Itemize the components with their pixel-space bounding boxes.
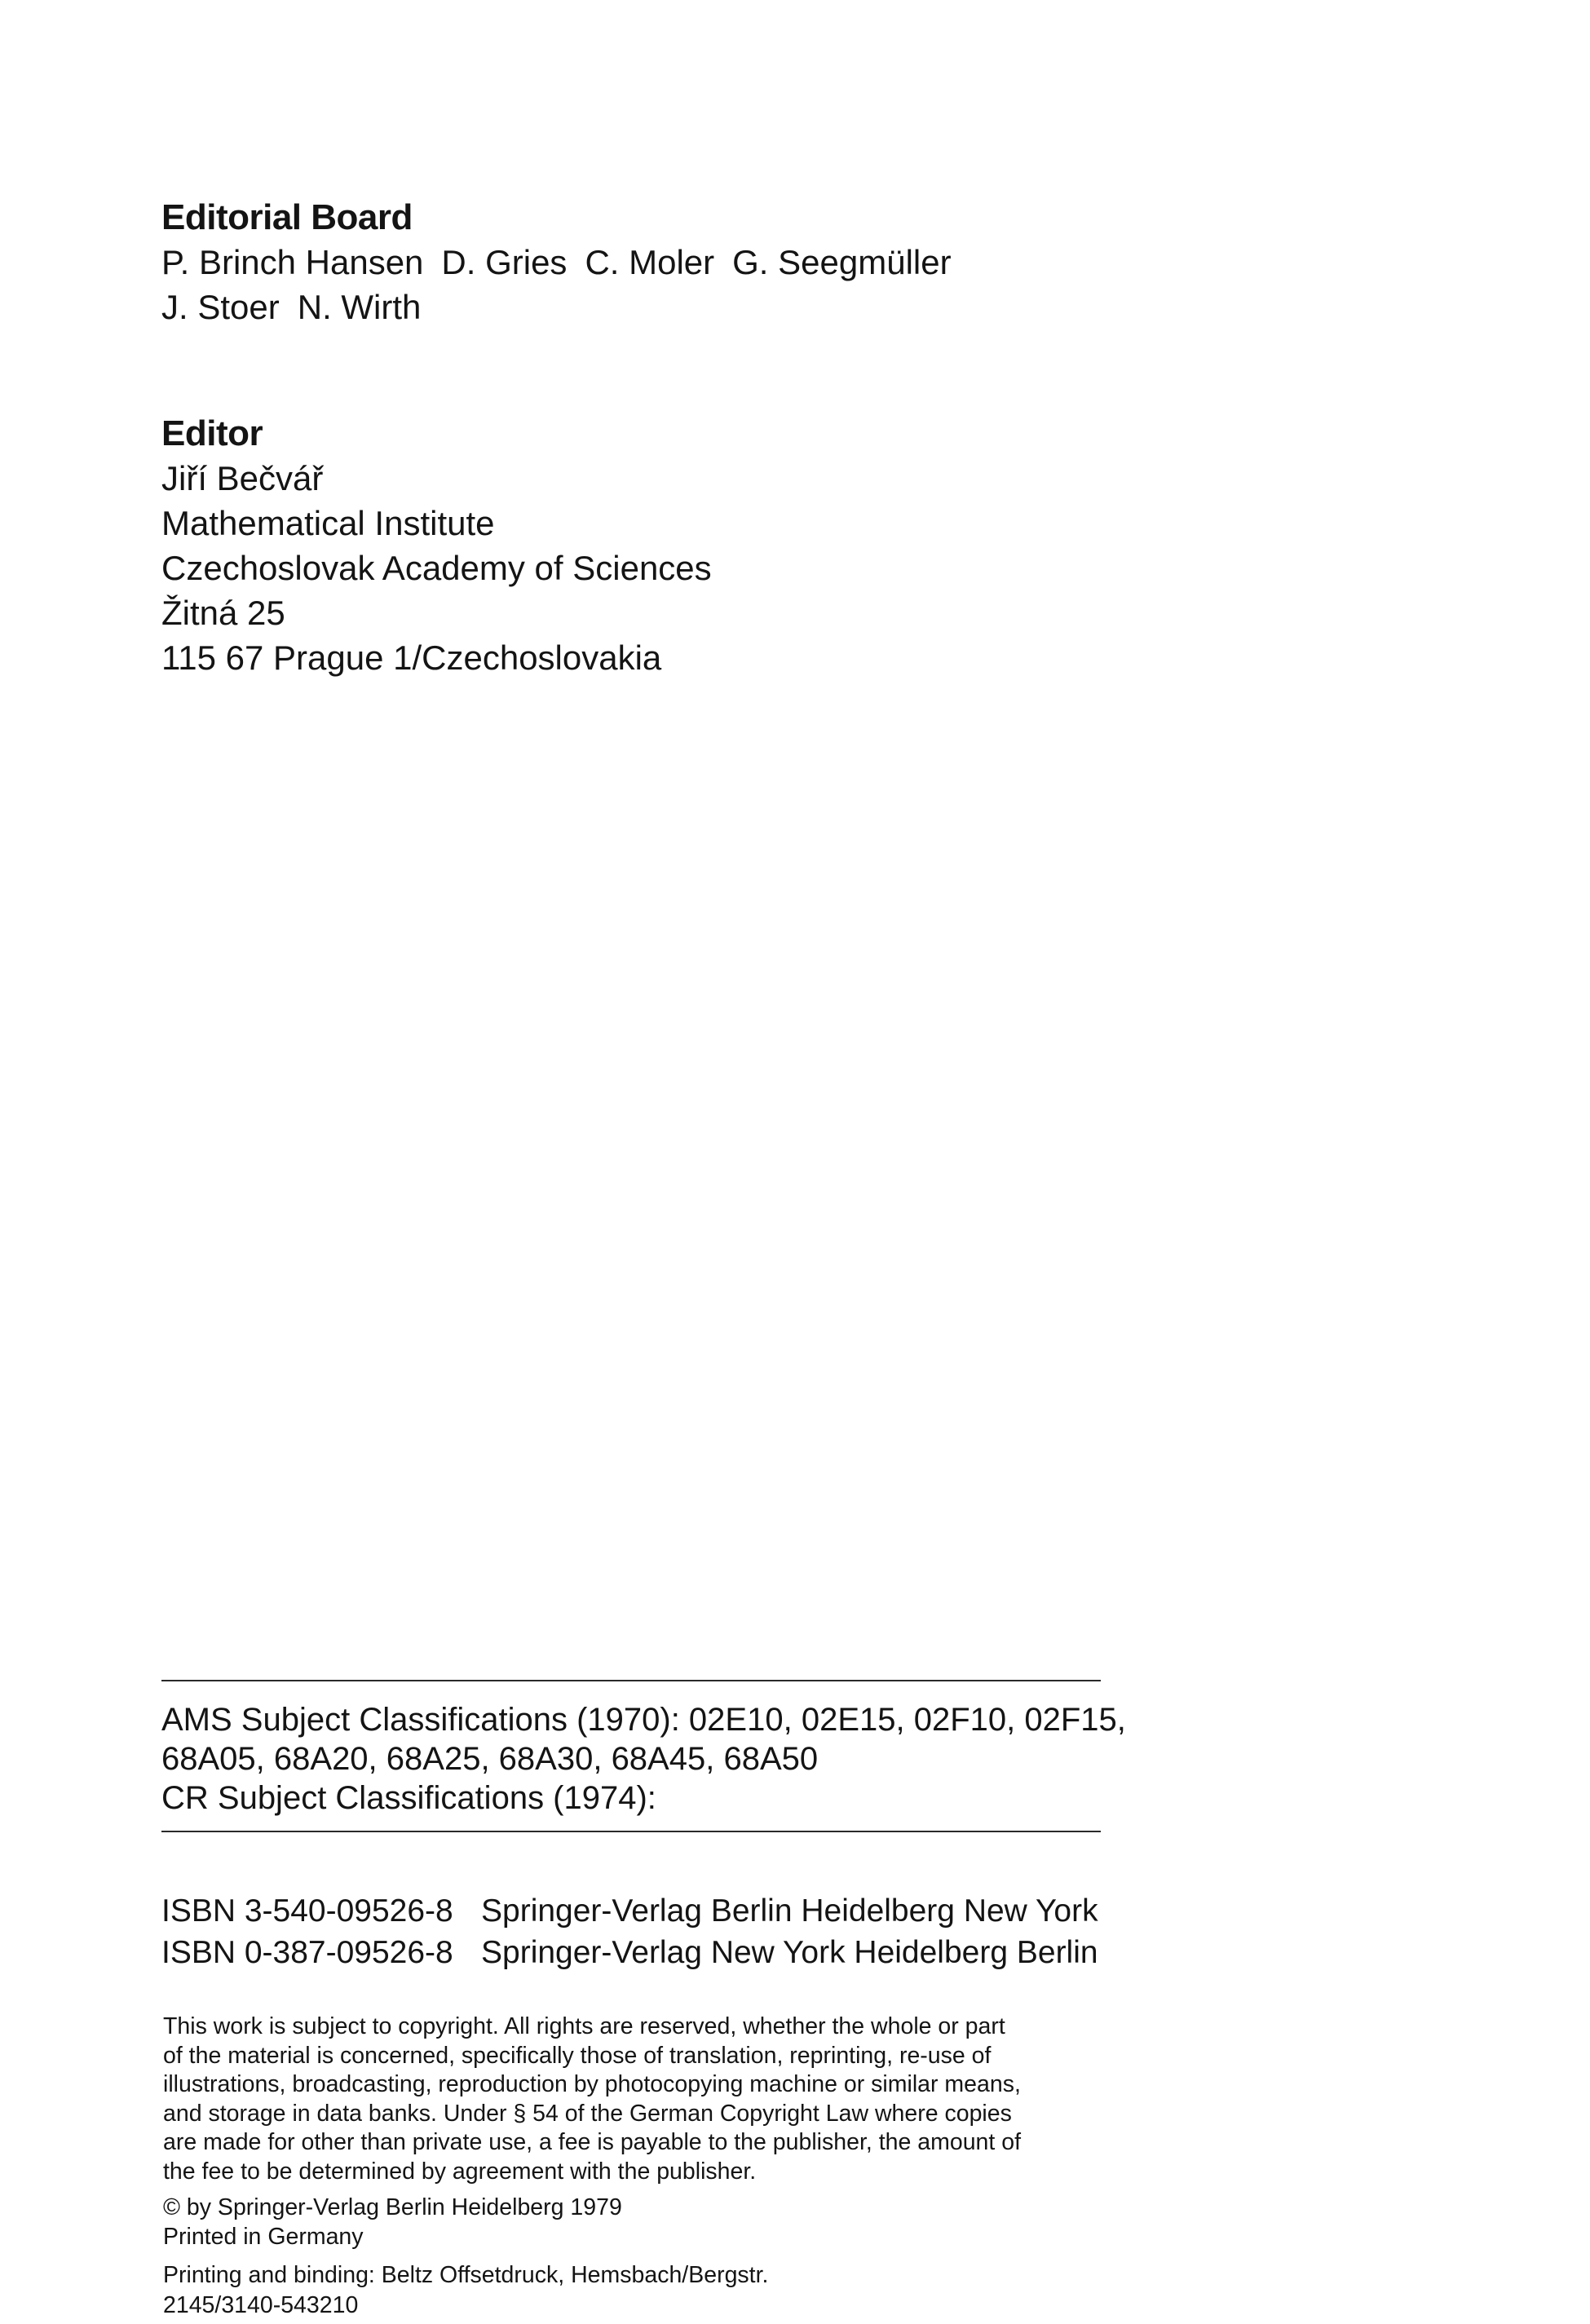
classifications: [161, 1700, 1126, 1818]
copyright-notice-line: This work is subject to copyright. All rights are reserved, whether the whole or part: [163, 2013, 1005, 2039]
editor-city: 115 67 Prague 1/Czechoslovakia: [161, 638, 662, 677]
isbn-line: [161, 1932, 1098, 1973]
cr-classifications: CR Subject Classifications (1974):: [161, 1780, 656, 1816]
copyright-notice-line: and storage in data banks. Under § 54 of the German Copyright Law where copies: [163, 2100, 1012, 2127]
board-member: D. Gries: [441, 243, 568, 281]
copyright-notice-line: illustrations, broadcasting, reproduction by photocopying machine or similar means,: [163, 2071, 1021, 2097]
isbn-line: [161, 1890, 1098, 1932]
printed-in: Printed in Germany: [163, 2224, 364, 2250]
board-member: C. Moler: [585, 243, 715, 281]
bottom-rule: [161, 1831, 1101, 1832]
board-member: P. Brinch Hansen: [161, 243, 424, 281]
editor-institute: Mathematical Institute: [161, 504, 495, 542]
editor-street: Žitná 25: [161, 594, 285, 632]
isbn-publisher: Springer-Verlag New York Heidelberg Berlin: [481, 1935, 1098, 1970]
copyright-notice-line: the fee to be determined by agreement with the publisher.: [163, 2158, 757, 2185]
copyright-notice-line: of the material is concerned, specifically those of translation, reprinting, re-use of: [163, 2042, 992, 2069]
board-names-line-1: [161, 240, 969, 285]
print-code: 2145/3140-543210: [163, 2292, 359, 2318]
board-member: J. Stoer: [161, 288, 280, 326]
ams-classifications-line-2: 68A05, 68A20, 68A25, 68A30, 68A45, 68A50: [161, 1741, 819, 1777]
editor-academy: Czechoslovak Academy of Sciences: [161, 549, 712, 587]
board-member: G. Seegmüller: [732, 243, 952, 281]
ams-classifications-line-1: AMS Subject Classifications (1970): 02E10, 02E15, 02F10, 02F15,: [161, 1702, 1126, 1738]
board-names-line-2: [161, 285, 969, 329]
editorial-board-heading: Editorial Board: [161, 197, 413, 237]
editor-name: Jiří Bečvář: [161, 459, 324, 497]
copyright-line: © by Springer-Verlag Berlin Heidelberg 1979: [163, 2194, 622, 2220]
isbn-code: ISBN 0-387-09526-8: [161, 1935, 453, 1970]
isbn-publisher: Springer-Verlag Berlin Heidelberg New York: [481, 1893, 1098, 1929]
board-member: N. Wirth: [297, 288, 422, 326]
copyright-notice: [163, 2013, 1093, 2186]
copyright-notice-line: are made for other than private use, a fee is payable to the publisher, the amount of: [163, 2129, 1021, 2155]
editor-section: [161, 412, 712, 680]
printing-binding: Printing and binding: Beltz Offsetdruck, Hemsbach/Bergstr.: [163, 2262, 769, 2288]
top-rule: [161, 1680, 1101, 1681]
editor-heading: Editor: [161, 413, 263, 453]
isbn-block: [161, 1890, 1098, 1973]
isbn-code: ISBN 3-540-09526-8: [161, 1893, 453, 1929]
editorial-board-section: [161, 196, 969, 329]
